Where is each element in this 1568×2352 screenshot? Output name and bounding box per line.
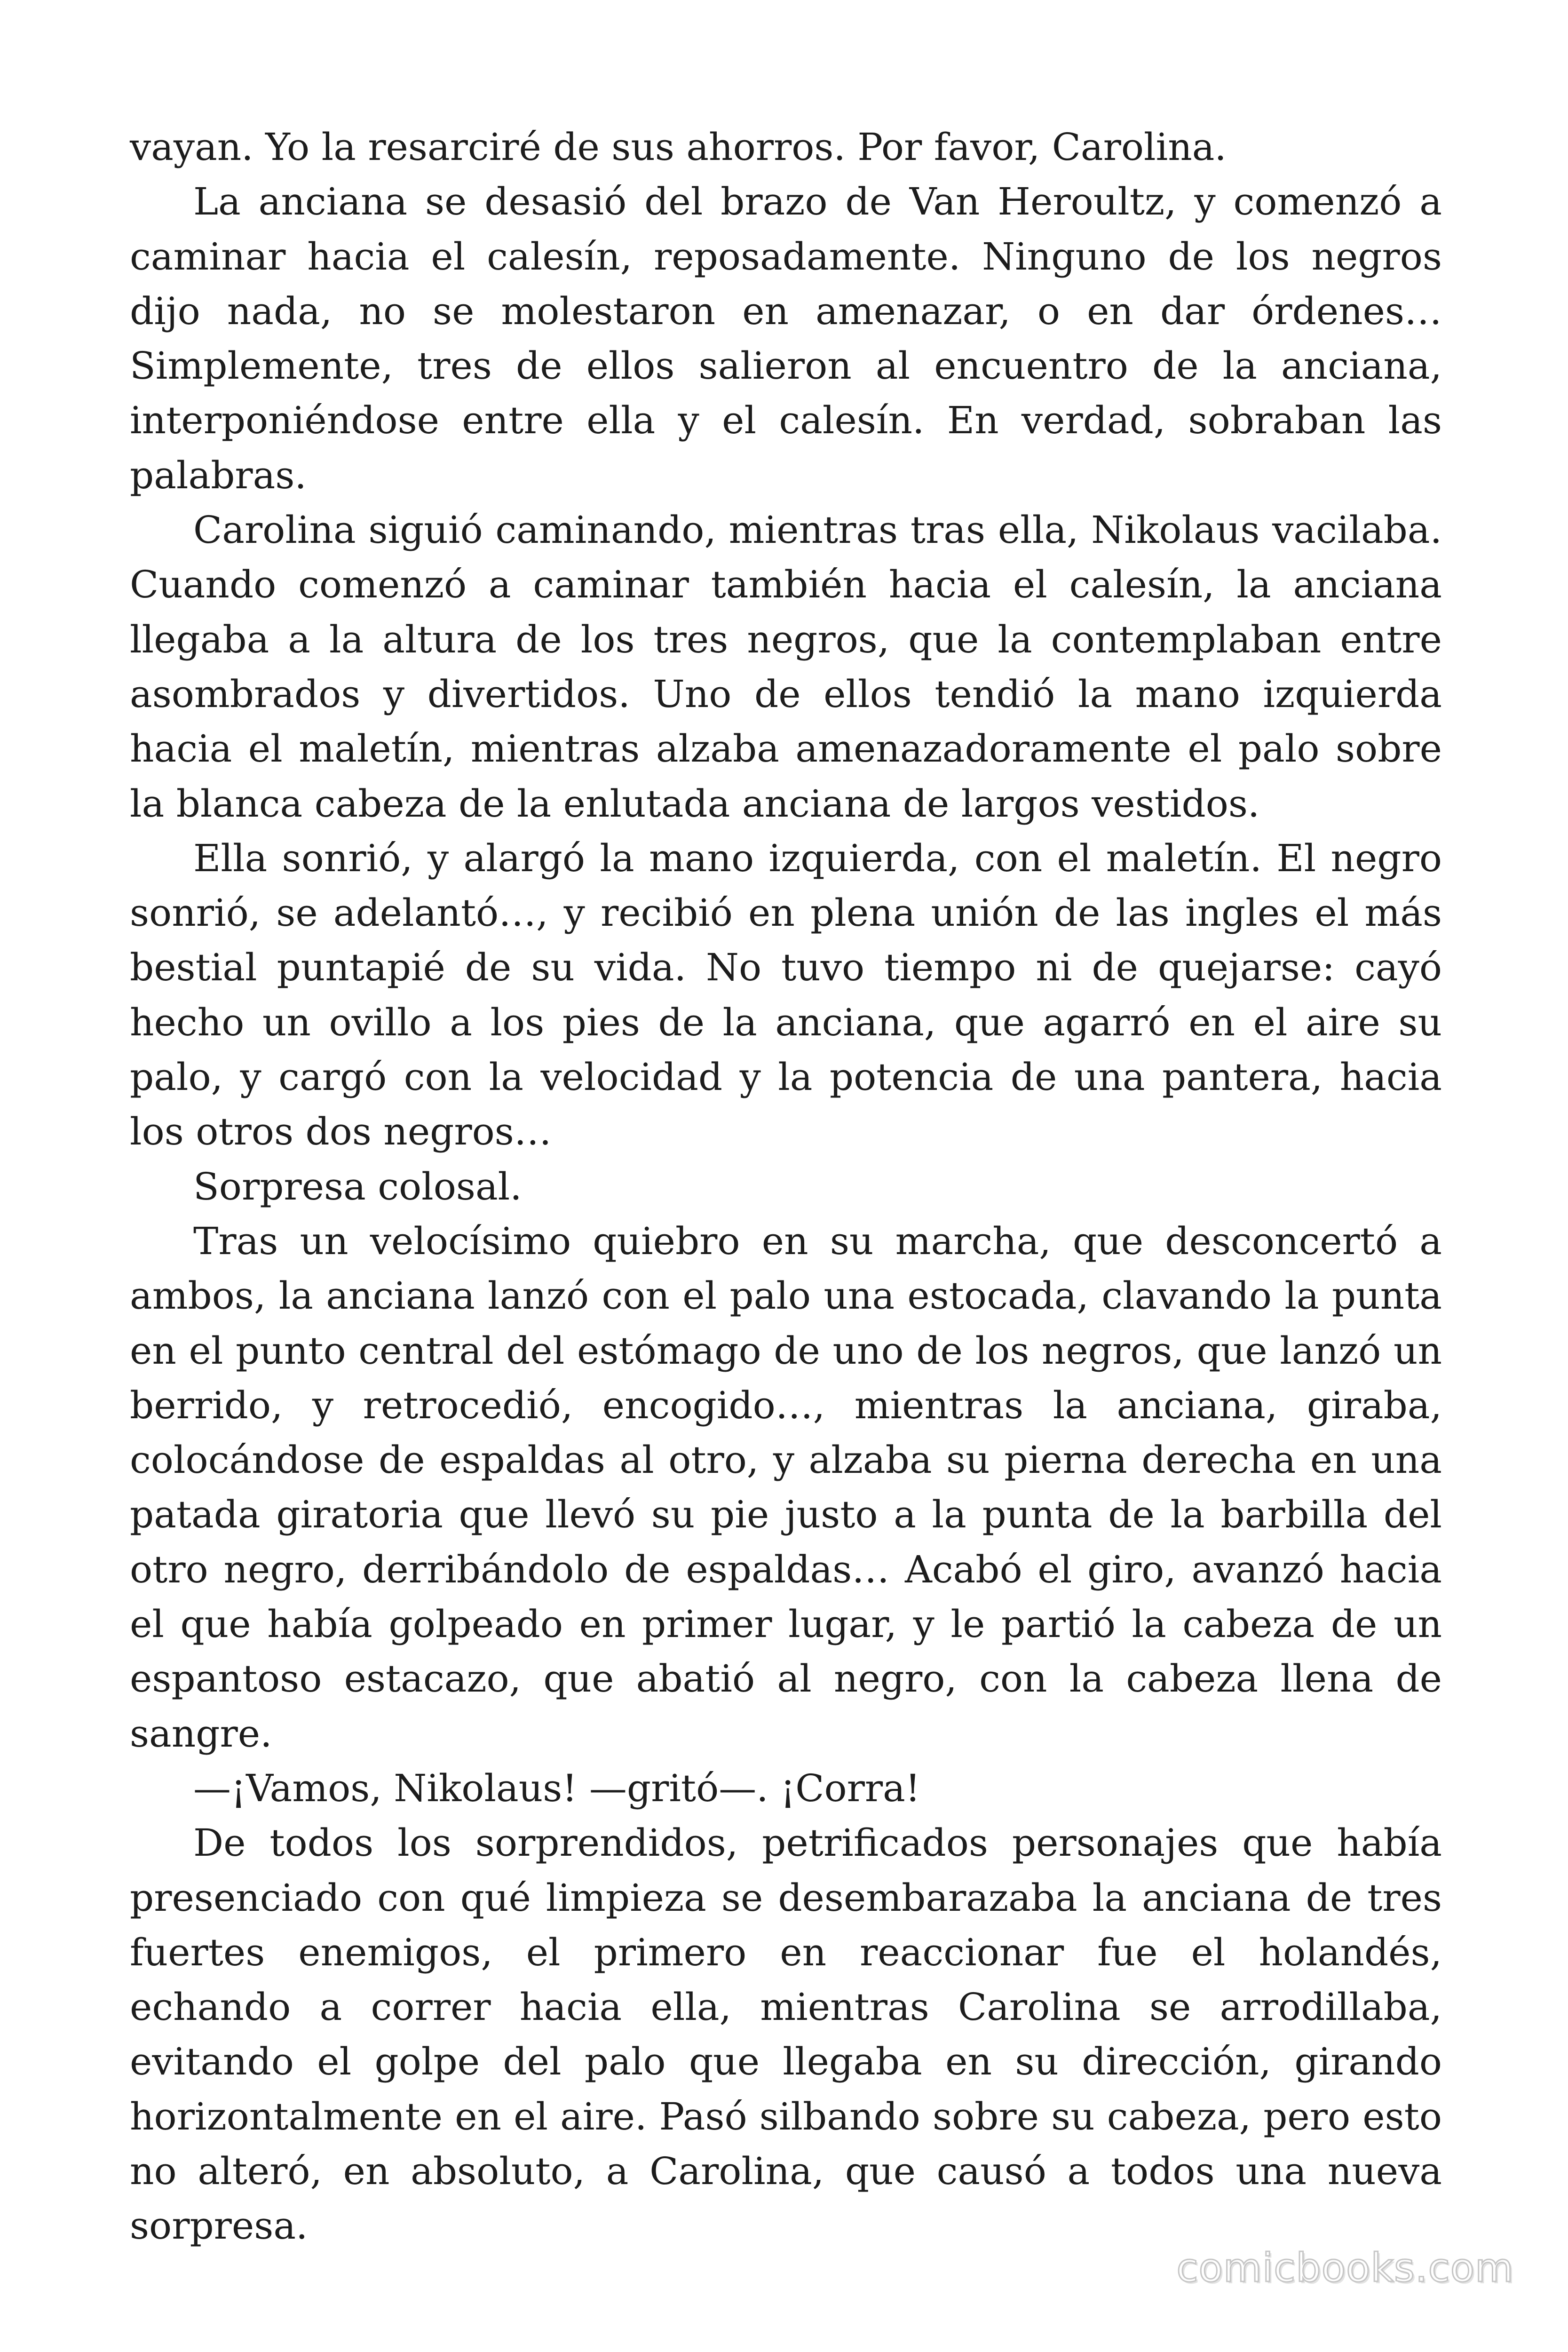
paragraph: La anciana se desasió del brazo de Van Heroultz, y comenzó a caminar hacia el calesín, reposadamente. Ninguno de los negros dijo nada, no se molestaron en amenazar, o en dar órdenes… Simplemente, tres de ellos salieron al encuentro de la anciana, interponiéndose entre ella y el calesín. En verdad, sobraban las palabras. <box>130 180 1442 497</box>
watermark-logo: comicbooks.com <box>1176 2245 1514 2291</box>
page-body-text <box>130 120 1442 2254</box>
paragraph: Tras un velocísimo quiebro en su marcha, que desconcertó a ambos, la anciana lanzó con el palo una estocada, clavando la punta en el punto central del estómago de uno de los negros, que lanzó un berrido, y retrocedió, encogido…, mientras la anciana, giraba, colocándose de espaldas al otro, y alzaba su pierna derecha en una patada giratoria que llevó su pie justo a la punta de la barbilla del otro negro, derribándolo de espaldas… Acabó el giro, avanzó hacia el que había golpeado en primer lugar, y le partió la cabeza de un espantoso estacazo, que abatió al negro, con la cabeza llena de sangre. <box>130 1219 1442 1756</box>
paragraph: Ella sonrió, y alargó la mano izquierda, con el maletín. El negro sonrió, se adelantó…, y recibió en plena unión de las ingles el más bestial puntapié de su vida. No tuvo tiempo ni de quejarse: cayó hecho un ovillo a los pies de la anciana, que agarró en el aire su palo, y cargó con la velocidad y la potencia de una pantera, hacia los otros dos negros… <box>130 836 1442 1154</box>
dialogue-paragraph: —¡Vamos, Nikolaus! —gritó—. ¡Corra! <box>193 1766 920 1810</box>
paragraph: De todos los sorprendidos, petrificados personajes que había presenciado con qué limpieza se desembarazaba la anciana de tres fuertes enemigos, el primero en reaccionar fue el holandés, echando a correr hacia ella, mientras Carolina se arrodillaba, evitando el golpe del palo que llegaba en su dirección, girando horizontalmente en el aire. Pasó silbando sobre su cabeza, pero esto no alteró, en absoluto, a Carolina, que causó a todos una nueva sorpresa. <box>130 1821 1442 2248</box>
paragraph-continued: vayan. Yo la resarciré de sus ahorros. Por favor, Carolina. <box>130 125 1227 169</box>
paragraph: Sorpresa colosal. <box>193 1164 522 1208</box>
paragraph: Carolina siguió caminando, mientras tras ella, Nikolaus vacilaba. Cuando comenzó a caminar también hacia el calesín, la anciana llegaba a la altura de los tres negros, que la contemplaban entre asombrados y divertidos. Uno de ellos tendió la mano izquierda hacia el maletín, mientras alzaba amenazadoramente el palo sobre la blanca cabeza de la enlutada anciana de largos vestidos. <box>130 508 1442 826</box>
